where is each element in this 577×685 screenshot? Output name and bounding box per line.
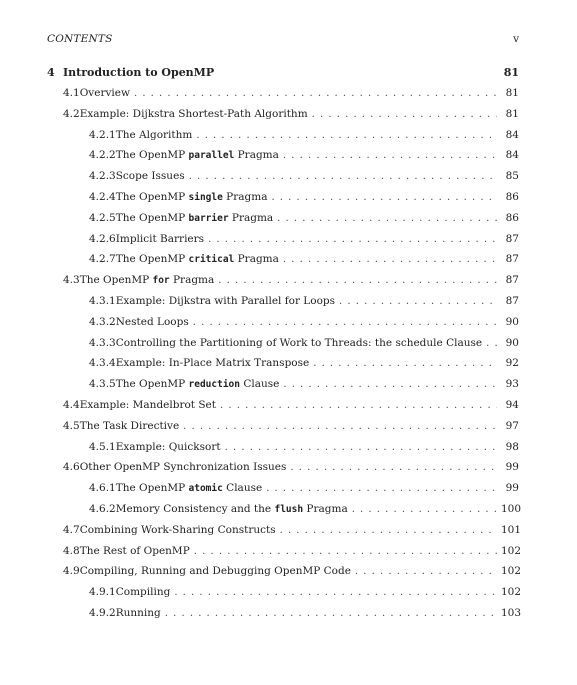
toc-entry-title-part: Example: Dijkstra with Parallel for Loops [115,294,336,307]
toc-entry[interactable] [47,399,519,420]
toc-entry-code-keyword: critical [188,254,235,266]
toc-entry-title [116,191,268,203]
toc-entry-title-part: Example: Mandelbrot Set [79,398,216,411]
toc-entry-title [80,420,179,432]
toc-entry-title-part: The OpenMP [115,378,189,391]
toc-entry-title [116,170,185,182]
toc-entry-title-part: Memory Consistency and the [115,502,275,515]
toc-dot-leader [355,566,497,577]
toc-entry[interactable] [47,233,519,254]
toc-entry-code-keyword: reduction [188,379,240,391]
toc-entry-number: 4.9 [63,565,80,578]
toc-entry-page-number: 86 [505,211,519,224]
toc-entry-number: 4.2 [63,107,80,120]
toc-entry-title-part: Example: Dijkstra Shortest-Path Algorithm [79,107,308,120]
toc-entry-number: 4.6.2 [89,502,116,515]
toc-dot-leader [208,234,497,245]
toc-entry[interactable] [47,378,519,399]
toc-dot-leader [280,525,497,536]
toc-dot-leader [283,254,497,265]
toc-entry-title [116,295,335,307]
toc-entry[interactable] [47,129,519,150]
toc-dot-leader [220,400,497,411]
toc-entry-code-keyword: for [152,275,170,287]
toc-entry-title-part: Overview [79,87,130,99]
toc-entry-number: 4.2.5 [89,211,116,224]
toc-entry-code-keyword: atomic [188,483,223,495]
toc-entry[interactable] [47,523,522,545]
toc-entry[interactable] [47,295,519,316]
toc-entry-title-part: Clause [222,482,263,495]
toc-entry-title-part: The Rest of OpenMP [79,544,190,557]
toc-dot-leader [134,88,497,99]
toc-entry[interactable] [47,482,519,503]
toc-entry-number: 4.3.4 [89,357,116,370]
toc-entry-number: 4.9.2 [89,606,116,619]
toc-entry-number: 4.3.5 [89,378,116,391]
toc-entry-number: 4 [47,66,55,79]
toc-dot-leader [196,130,497,141]
toc-dot-leader [290,462,497,473]
toc-entry-title [116,316,189,328]
toc-entry-number: 4.2.2 [89,149,116,162]
toc-entry-title-part: Running [115,606,161,619]
table-of-contents [47,66,522,628]
toc-entry-title [116,129,193,141]
toc-entry-page-number: 92 [505,357,519,370]
toc-chapter-entry[interactable] [47,66,519,86]
toc-entry-page-number: 102 [501,544,522,557]
toc-entry-title [116,607,161,619]
toc-entry[interactable] [47,441,519,462]
running-head-title: CONTENTS [47,33,113,45]
toc-entry-title-part: The OpenMP [115,190,189,203]
toc-entry-page-number: 84 [505,149,519,162]
toc-entry-page-number: 87 [505,253,519,266]
toc-entry-number: 4.2.4 [89,190,116,203]
toc-entry-page-number: 93 [505,378,519,391]
toc-entry-title-part: Pragma [222,190,268,203]
toc-entry[interactable] [47,502,522,524]
toc-entry-title-part: Combining Work-Sharing Constructs [79,523,276,536]
toc-dot-leader [313,358,497,369]
toc-entry-title [116,357,310,369]
toc-entry-title-part: Other OpenMP Synchronization Issues [79,461,287,474]
toc-dot-leader [312,109,497,120]
toc-entry-title [116,503,348,515]
toc-entry-title-part: Introduction to OpenMP [63,66,215,79]
toc-entry-title [116,482,262,494]
toc-entry-number: 4.3.3 [89,336,116,349]
toc-dot-leader [339,296,497,307]
toc-entry-page-number: 87 [505,274,519,287]
toc-entry-page-number: 87 [505,232,519,245]
toc-entry-page-number: 97 [505,419,519,432]
toc-entry-title-part: The Algorithm [115,128,193,141]
toc-entry-code-keyword: single [188,191,223,203]
running-head [47,33,519,45]
toc-entry-page-number: 101 [501,523,522,536]
toc-entry-number: 4.3 [63,274,80,287]
toc-entry-page-number: 90 [505,336,519,349]
toc-entry-title-part: The OpenMP [115,253,189,266]
toc-entry[interactable] [47,337,519,358]
toc-entry-title [116,233,204,245]
toc-entry[interactable] [47,316,519,337]
toc-entry-page-number: 102 [501,565,522,578]
toc-entry[interactable] [47,274,519,295]
toc-entry-title-part: The OpenMP [79,274,153,287]
toc-entry-number: 4.7 [63,523,80,536]
toc-entry-title-part: Pragma [169,274,215,287]
toc-entry-code-keyword: flush [274,503,304,515]
toc-entry-title-part: Controlling the Partitioning of Work to Threads: the schedule Clause [115,336,483,349]
toc-entry-title [116,586,171,598]
toc-entry-number: 4.2.3 [89,170,116,183]
toc-entry-title [80,87,130,99]
toc-entry-title [116,212,273,224]
toc-entry-title-part: Pragma [303,502,348,515]
toc-entry-title-part: Nested Loops [115,315,189,328]
toc-entry-title [80,524,276,536]
toc-entry-title [80,274,215,286]
toc-entry[interactable] [47,461,519,482]
toc-entry-code-keyword: barrier [188,212,229,224]
toc-dot-leader [193,317,497,328]
toc-entry-title-part: Clause [239,378,280,391]
toc-entry-title-part: The OpenMP [115,211,189,224]
toc-entry-page-number: 81 [503,66,519,79]
toc-dot-leader [183,421,497,432]
toc-entry-title-part: Scope Issues [115,170,185,183]
toc-entry-number: 4.9.1 [89,586,116,599]
toc-entry-title [116,441,221,453]
toc-entry-title-part: Implicit Barriers [115,232,205,245]
toc-entry-page-number: 90 [505,315,519,328]
toc-dot-leader [225,442,497,453]
toc-entry-number: 4.5.1 [89,440,116,453]
toc-dot-leader [486,338,497,349]
toc-entry-title [116,378,280,390]
toc-entry-title-part: Example: Quicksort [115,440,221,453]
toc-dot-leader [277,213,497,224]
toc-entry-number: 4.2.6 [89,232,116,245]
toc-entry[interactable] [47,87,519,108]
toc-entry-number: 4.3.2 [89,315,116,328]
toc-entry-title-part: Pragma [234,149,279,162]
toc-entry-title-part: The OpenMP [115,149,189,162]
toc-entry-page-number: 98 [505,440,519,453]
running-head-page-number: v [513,33,519,45]
toc-entry-page-number: 103 [501,606,522,619]
toc-dot-leader [266,483,497,494]
toc-entry-title-part: Compiling [115,586,171,599]
toc-dot-leader [165,608,497,619]
toc-entry-code-keyword: parallel [188,150,235,162]
toc-entry-page-number: 99 [505,461,519,474]
toc-entry-number: 4.1 [63,87,80,99]
toc-entry-title [116,337,482,349]
toc-entry-page-number: 87 [505,294,519,307]
toc-entry-page-number: 102 [501,586,522,599]
toc-dot-leader [218,275,497,286]
toc-dot-leader [271,192,497,203]
toc-entry-title-part: Example: In-Place Matrix Transpose [115,357,310,370]
toc-entry[interactable] [47,108,519,129]
toc-entry[interactable] [47,170,519,191]
toc-entry-title-part: Compiling, Running and Debugging OpenMP Code [79,565,351,578]
toc-entry-number: 4.6 [63,461,80,474]
toc-entry-page-number: 99 [505,482,519,495]
toc-dot-leader [189,171,497,182]
toc-entry-title-part: The Task Directive [79,419,180,432]
toc-entry-page-number: 100 [501,502,522,515]
toc-entry-page-number: 86 [505,190,519,203]
toc-entry[interactable] [47,606,522,628]
toc-entry-number: 4.2.7 [89,253,116,266]
toc-entry[interactable] [47,544,522,566]
toc-entry[interactable] [47,212,519,233]
toc-entry-number: 4.8 [63,544,80,557]
toc-entry-number: 4.3.1 [89,294,116,307]
toc-entry[interactable] [47,420,519,441]
toc-entry-page-number: 94 [505,398,519,411]
toc-entry-number: 4.5 [63,419,80,432]
toc-entry-number: 4.6.1 [89,482,116,495]
toc-entry-title-part: Pragma [228,211,274,224]
toc-entry[interactable] [47,253,519,274]
toc-dot-leader [352,504,497,515]
toc-entry-title [116,253,279,265]
toc-dot-leader [283,150,497,161]
toc-entry-title [80,399,216,411]
toc-entry-title-part: Pragma [234,253,279,266]
toc-entry-title-part: The OpenMP [115,482,189,495]
toc-entry-page-number: 84 [505,128,519,141]
toc-entry-number: 4.2.1 [89,128,116,141]
toc-entry-page-number: 81 [505,87,519,99]
toc-entry-title [80,565,351,577]
toc-entry-title [116,149,279,161]
toc-dot-leader [283,379,497,390]
toc-dot-leader [194,546,497,557]
toc-entry[interactable] [47,565,522,586]
toc-entry-title [80,461,287,473]
toc-entry-title [80,108,308,120]
toc-entry-page-number: 85 [505,170,519,183]
toc-entry[interactable] [47,357,519,378]
toc-entry-page-number: 81 [505,107,519,120]
toc-entry-title [80,545,190,557]
toc-dot-leader [174,587,497,598]
toc-entry[interactable] [47,586,522,607]
toc-entry[interactable] [47,149,519,170]
toc-entry[interactable] [47,191,519,212]
toc-entry-title [63,66,214,79]
toc-entry-number: 4.4 [63,398,80,411]
